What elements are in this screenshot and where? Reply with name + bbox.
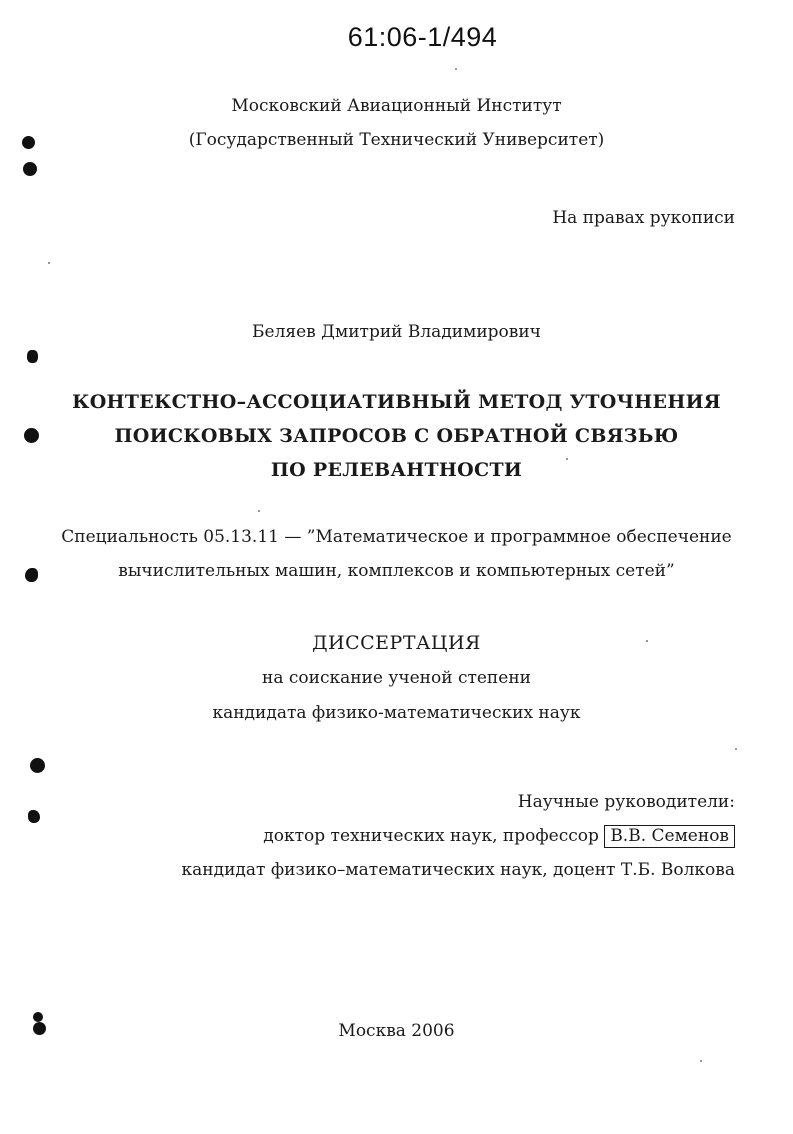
degree-line: кандидата физико-математических наук (212, 703, 581, 723)
city-year: Москва 2006 (338, 1021, 455, 1041)
scan-speck (258, 510, 260, 512)
advisors-label: Научные руководители: (517, 792, 735, 812)
scan-speck (700, 1060, 702, 1062)
scan-speck (455, 68, 457, 70)
punch-hole-mark (30, 758, 45, 773)
punch-hole-mark (23, 162, 37, 176)
author-name: Беляев Дмитрий Владимирович (252, 322, 541, 342)
stamp-code: 61:06-1/494 (347, 22, 498, 52)
scan-speck (48, 262, 50, 264)
institute-subtitle: (Государственный Технический Университет) (188, 130, 605, 150)
punch-hole-mark (27, 350, 38, 363)
degree-line: на соискание ученой степени (261, 668, 531, 688)
advisor-1 (263, 825, 735, 848)
advisor-1-title: доктор технических наук, профессор (263, 826, 599, 846)
advisor-1-name: В.В. Семенов (604, 825, 735, 848)
specialty-line: вычислительных машин, комплексов и компьютерных сетей” (118, 561, 675, 581)
scan-speck (735, 748, 737, 750)
title-line: КОНТЕКСТНО–АССОЦИАТИВНЫЙ МЕТОД УТОЧНЕНИЯ (72, 391, 721, 413)
rights-note: На правах рукописи (552, 208, 735, 228)
title-line: ПОИСКОВЫХ ЗАПРОСОВ С ОБРАТНОЙ СВЯЗЬЮ (114, 425, 679, 447)
punch-hole-mark (28, 810, 40, 823)
work-type-heading: ДИССЕРТАЦИЯ (312, 632, 481, 654)
advisor-2: кандидат физико–математических наук, доцент Т.Б. Волкова (181, 860, 735, 880)
specialty-line: Специальность 05.13.11 — ”Математическое и программное обеспечение (61, 527, 732, 547)
institute-name: Московский Авиационный Институт (231, 96, 562, 116)
title-line: ПО РЕЛЕВАНТНОСТИ (270, 459, 523, 481)
